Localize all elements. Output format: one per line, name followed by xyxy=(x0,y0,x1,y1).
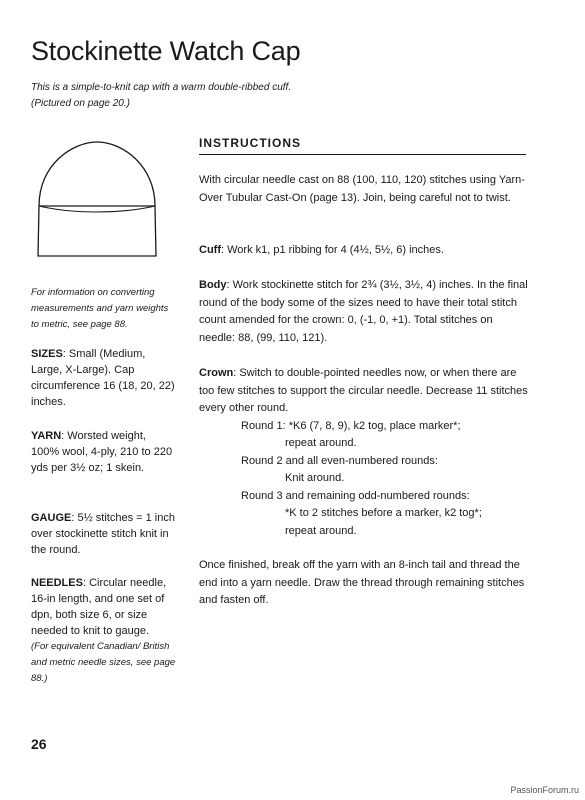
crown-paragraph xyxy=(199,365,529,540)
crown-round-1: Round 1: *K6 (7, 8, 9), k2 tog, place marker*; xyxy=(241,419,461,432)
cast-on-paragraph xyxy=(199,172,529,207)
needles-text: : Circular needle, 16-in length, and one set of dpn, both size 6, or size needed to knit to gauge. xyxy=(31,577,167,637)
needles-label: NEEDLES xyxy=(31,577,83,589)
cuff-text: : Work k1, p1 ribbing for 4 (4½, 5½, 6) inches. xyxy=(221,244,444,256)
subtitle-line-1: This is a simple-to-knit cap with a warm double-ribbed cuff. xyxy=(31,82,292,93)
cast-on-text: With circular needle cast on 88 (100, 110, 120) stitches using Yarn-Over Tubular Cast-On (page 13). Join, being careful not to twist. xyxy=(199,174,525,204)
watch-cap-illustration xyxy=(33,140,161,262)
yarn-text: : Worsted weight, 100% wool, 4-ply, 210 to 220 yds per 3½ oz; 1 skein. xyxy=(31,430,173,474)
crown-label: Crown xyxy=(199,367,234,379)
yarn-label: YARN xyxy=(31,430,62,442)
crown-round-3-detail: *K to 2 stitches before a marker, k2 tog*; xyxy=(285,507,482,519)
body-text: : Work stockinette stitch for 2¾ (3½, 3½, 4) inches. In the final round of the body some of the sizes need to have their total stitch count amended for the crown: 0, (-1, 0, +1). Total stitches on needle: 88, (99, 110, 121). xyxy=(199,279,528,344)
cuff-paragraph xyxy=(199,242,529,260)
instructions-heading: INSTRUCTIONS xyxy=(199,136,301,150)
body-paragraph xyxy=(199,277,529,347)
crown-round-3-repeat: repeat around. xyxy=(285,524,357,537)
gauge-label: GAUGE xyxy=(31,512,72,524)
subtitle xyxy=(31,80,361,112)
crown-round-1-repeat: repeat around. xyxy=(285,437,357,449)
conversion-note: For information on converting measurements and yarn weights to metric, see page 88. xyxy=(31,287,169,330)
page-title: Stockinette Watch Cap xyxy=(31,36,301,66)
crown-text: : Switch to double-pointed needles now, or when there are too few stitches to support the circular needle. Decrease 11 stitches every other round. xyxy=(199,367,528,414)
crown-round-2: Round 2 and all even-numbered rounds: xyxy=(241,454,438,467)
needles-note: (For equivalent Canadian/ British and metric needle sizes, see page 88.) xyxy=(31,641,176,684)
sizes-label: SIZES xyxy=(31,348,63,360)
yarn-block xyxy=(31,428,176,476)
gauge-block xyxy=(31,510,176,558)
sizes-text: : Small (Medium, Large, X-Large). Cap circumference 16 (18, 20, 22) inches. xyxy=(31,348,175,408)
watermark: PassionForum.ru xyxy=(510,785,579,795)
cuff-label: Cuff xyxy=(199,244,221,256)
heading-rule xyxy=(199,154,526,155)
needles-block xyxy=(31,575,176,687)
finish-paragraph xyxy=(199,557,529,610)
subtitle-line-2: (Pictured on page 20.) xyxy=(31,98,130,109)
page-number: 26 xyxy=(31,736,47,752)
sizes-block xyxy=(31,346,176,410)
body-label: Body xyxy=(199,279,227,291)
crown-round-3: Round 3 and remaining odd-numbered rounds: xyxy=(241,489,470,502)
crown-round-2-detail: Knit around. xyxy=(285,472,345,484)
gauge-text: : 5½ stitches = 1 inch over stockinette stitch knit in the round. xyxy=(31,512,175,556)
finish-text: Once finished, break off the yarn with an 8-inch tail and thread the end into a yarn needle. Draw the thread through remaining stitches and fasten off. xyxy=(199,559,525,606)
